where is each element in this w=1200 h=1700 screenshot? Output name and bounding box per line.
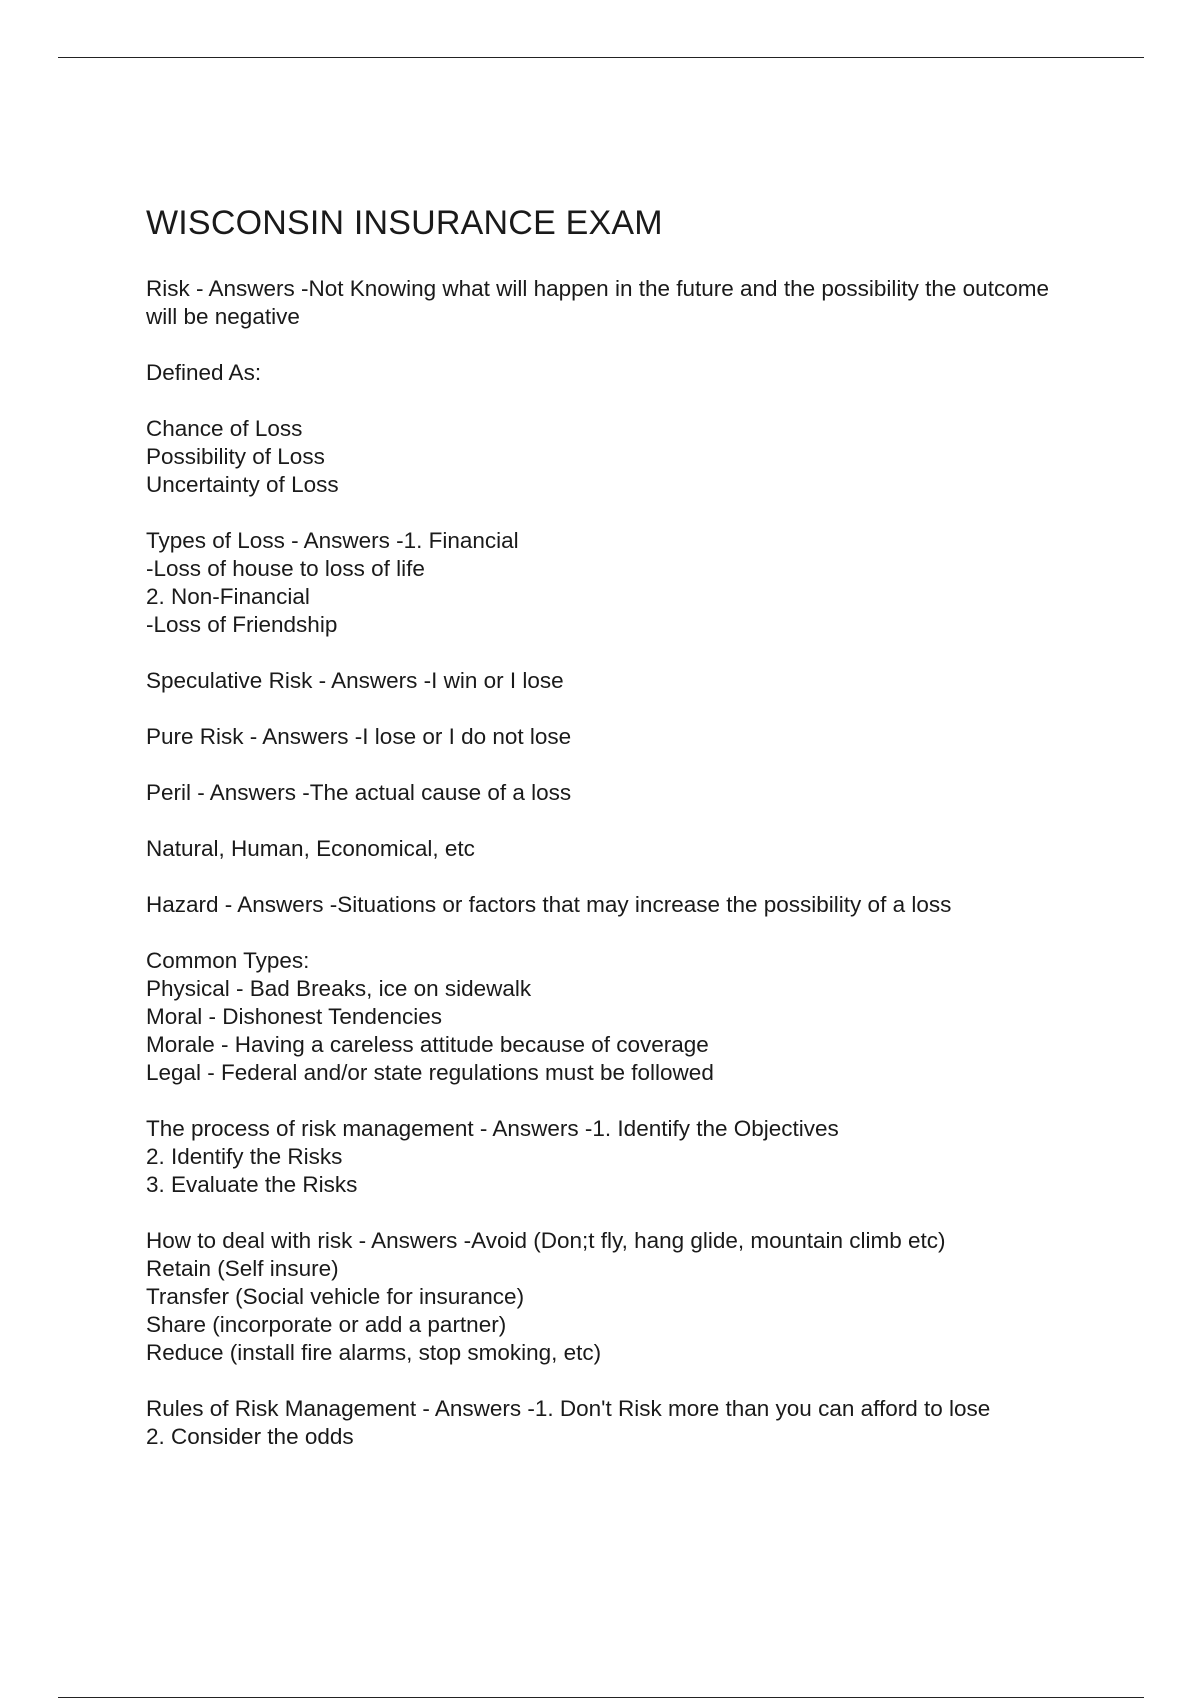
entry-line: Rules of Risk Management - Answers -1. Don't Risk more than you can afford to lose xyxy=(146,1396,991,1421)
entry-line: Defined As: xyxy=(146,360,262,385)
qa-entry xyxy=(146,835,1076,863)
entry-line: 2. Consider the odds xyxy=(146,1424,354,1449)
entry-line: Morale - Having a careless attitude because of coverage xyxy=(146,1032,709,1057)
document-title: WISCONSIN INSURANCE EXAM xyxy=(146,204,663,242)
qa-entry xyxy=(146,779,1076,807)
qa-entry xyxy=(146,415,1076,499)
header-rule xyxy=(58,57,1144,58)
entry-line: Hazard - Answers -Situations or factors that may increase the possibility of a loss xyxy=(146,892,952,917)
entry-line: Reduce (install fire alarms, stop smoking, etc) xyxy=(146,1340,602,1365)
entry-line: Types of Loss - Answers -1. Financial xyxy=(146,528,519,553)
entry-line: Speculative Risk - Answers -I win or I lose xyxy=(146,668,564,693)
qa-entry xyxy=(146,723,1076,751)
qa-entry xyxy=(146,891,1076,919)
entry-line: Peril - Answers -The actual cause of a loss xyxy=(146,780,572,805)
entry-line: The process of risk management - Answers -1. Identify the Objectives xyxy=(146,1116,839,1141)
qa-entry xyxy=(146,1395,1076,1451)
entry-line: Natural, Human, Economical, etc xyxy=(146,836,475,861)
entry-line: How to deal with risk - Answers -Avoid (Don;t fly, hang glide, mountain climb etc) xyxy=(146,1228,946,1253)
entry-line: Share (incorporate or add a partner) xyxy=(146,1312,507,1337)
entry-line: Transfer (Social vehicle for insurance) xyxy=(146,1284,525,1309)
entry-line: Pure Risk - Answers -I lose or I do not lose xyxy=(146,724,572,749)
entry-line: 2. Identify the Risks xyxy=(146,1144,343,1169)
entry-line: -Loss of house to loss of life xyxy=(146,556,425,581)
entry-line: Chance of Loss xyxy=(146,416,303,441)
entry-line: Retain (Self insure) xyxy=(146,1256,339,1281)
entry-line: Common Types: xyxy=(146,948,310,973)
entry-line: 2. Non-Financial xyxy=(146,584,310,609)
document-body xyxy=(146,200,1076,1479)
entry-line: Possibility of Loss xyxy=(146,444,325,469)
qa-entry xyxy=(146,527,1076,639)
entry-line: Legal - Federal and/or state regulations must be followed xyxy=(146,1060,714,1085)
entries-list xyxy=(146,275,1076,1451)
footer-rule xyxy=(58,1697,1144,1698)
entry-line: Uncertainty of Loss xyxy=(146,472,339,497)
entry-line: 3. Evaluate the Risks xyxy=(146,1172,358,1197)
entry-line: Physical - Bad Breaks, ice on sidewalk xyxy=(146,976,532,1001)
qa-entry xyxy=(146,359,1076,387)
entry-line: -Loss of Friendship xyxy=(146,612,338,637)
entry-line: Risk - Answers -Not Knowing what will happen in the future and the possibility the outcome will be negative xyxy=(146,276,1056,329)
qa-entry xyxy=(146,1115,1076,1199)
qa-entry xyxy=(146,947,1076,1087)
qa-entry xyxy=(146,1227,1076,1367)
qa-entry xyxy=(146,275,1076,331)
qa-entry xyxy=(146,667,1076,695)
entry-line: Moral - Dishonest Tendencies xyxy=(146,1004,442,1029)
